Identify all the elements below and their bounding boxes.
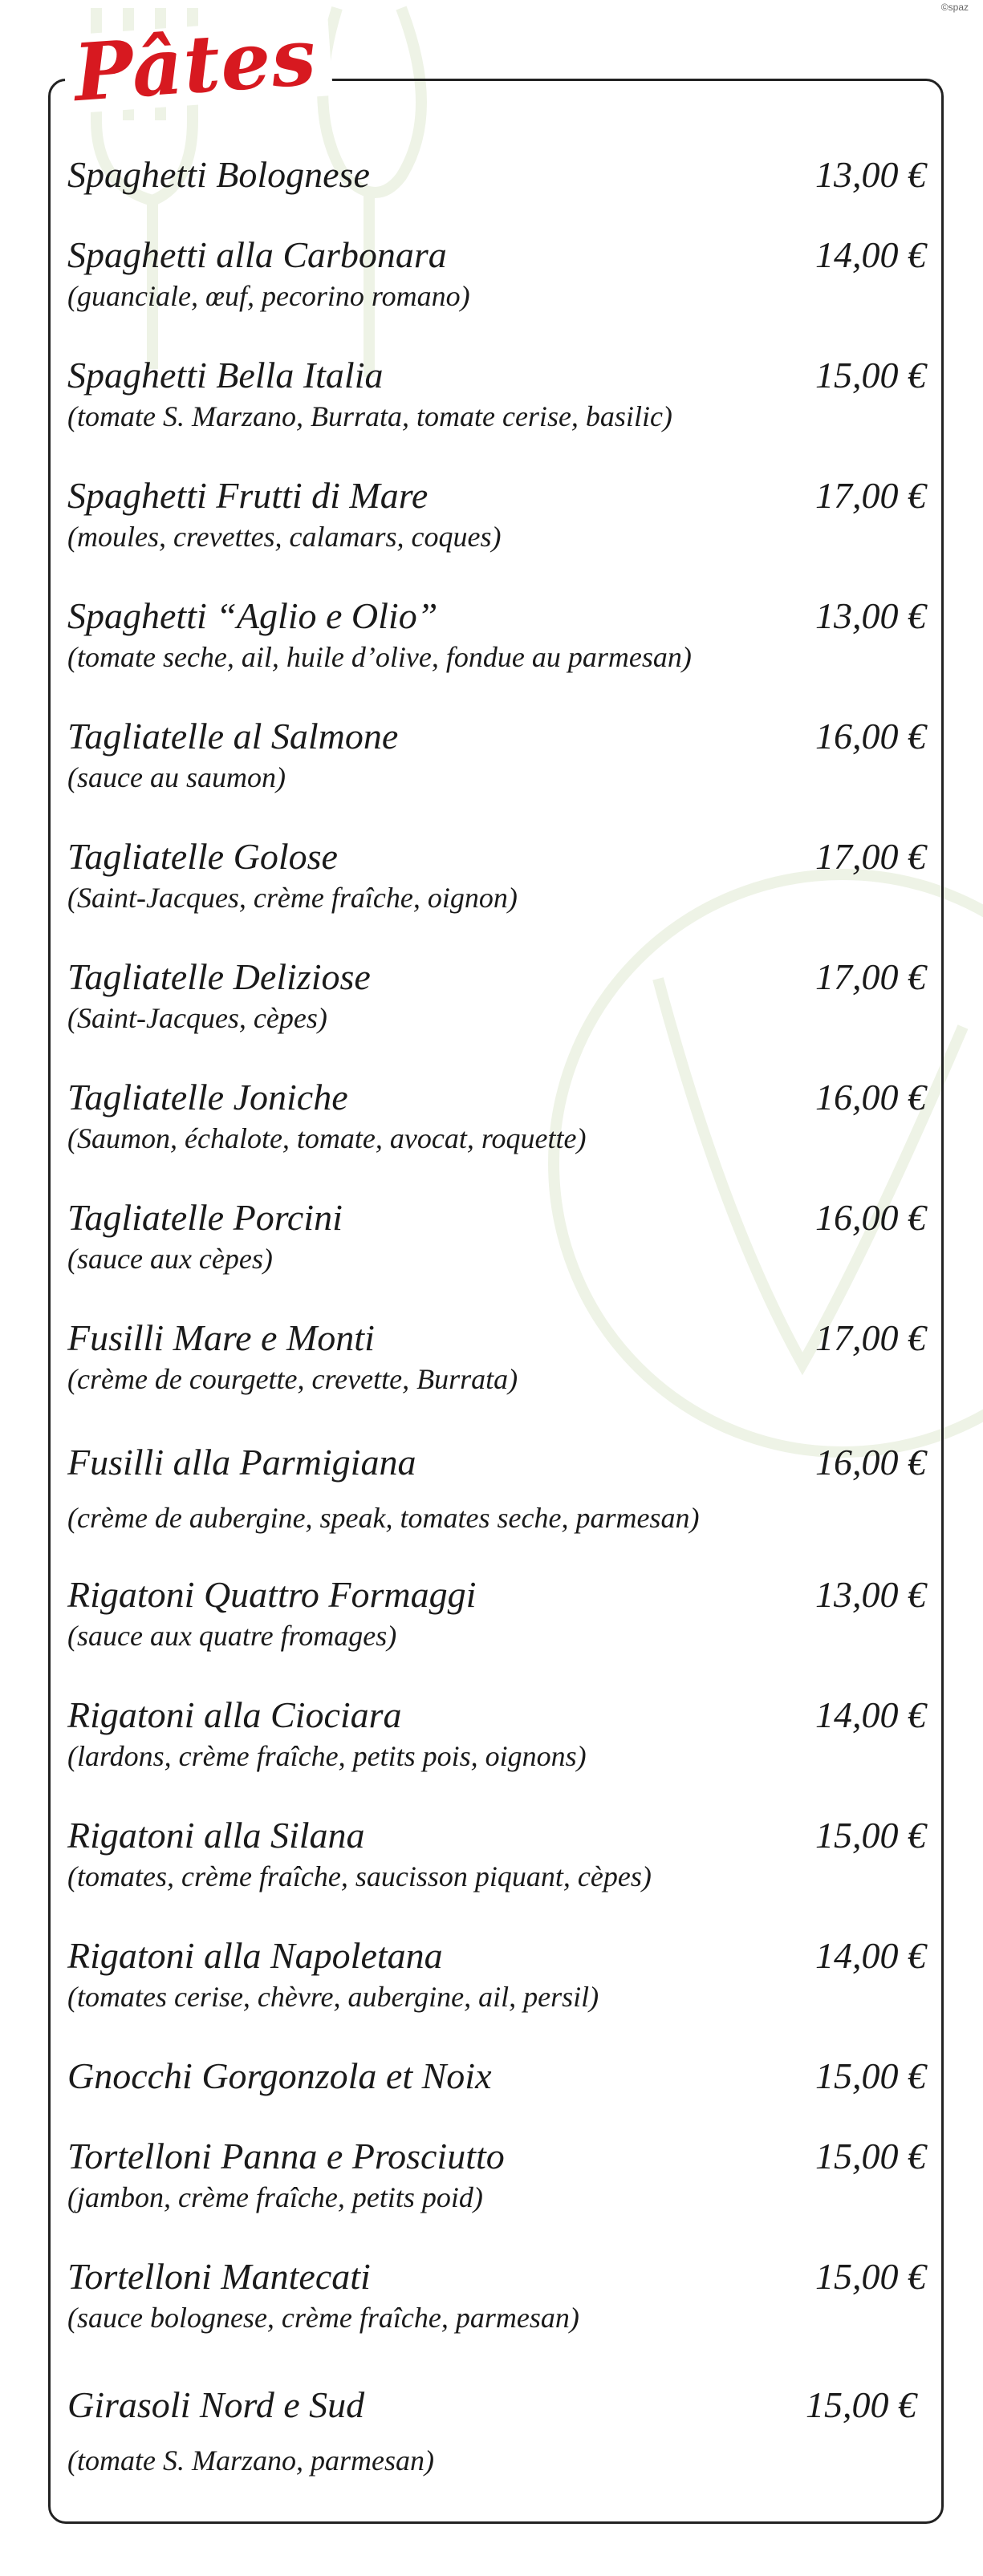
item-name: Rigatoni alla Silana	[67, 1815, 365, 1856]
item-description: (tomate S. Marzano, parmesan)	[67, 2444, 434, 2477]
menu-item	[67, 2135, 926, 2215]
menu-item	[67, 1076, 926, 1156]
menu-item	[67, 715, 926, 795]
item-price: 15,00 €	[815, 2055, 926, 2096]
menu-item	[67, 835, 926, 915]
menu-item	[67, 233, 926, 314]
item-price: 15,00 €	[815, 2136, 926, 2176]
menu-item	[67, 2055, 926, 2098]
item-name: Spaghetti Bella Italia	[67, 355, 384, 396]
item-name: Spaghetti alla Carbonara	[67, 234, 447, 275]
item-name: Fusilli Mare e Monti	[67, 1317, 375, 1358]
item-name: Spaghetti Bolognese	[67, 154, 370, 195]
item-name: Spaghetti “Aglio e Olio”	[67, 595, 438, 636]
item-price: 16,00 €	[815, 1442, 926, 1483]
item-name: Rigatoni Quattro Formaggi	[67, 1574, 477, 1615]
item-price: 16,00 €	[815, 1197, 926, 1238]
item-price: 14,00 €	[815, 1694, 926, 1735]
item-description: (moules, crevettes, calamars, coques)	[67, 521, 502, 553]
menu-item	[67, 1316, 926, 1397]
item-description: (tomate S. Marzano, Burrata, tomate cerise, basilic)	[67, 400, 672, 432]
item-description: (Saint-Jacques, cèpes)	[67, 1002, 327, 1034]
item-description: (jambon, crème fraîche, petits poid)	[67, 2181, 483, 2213]
menu-item	[67, 1441, 926, 1535]
item-description: (tomates cerise, chèvre, aubergine, ail, persil)	[67, 1981, 599, 2013]
item-name: Gnocchi Gorgonzola et Noix	[67, 2055, 492, 2096]
item-name: Spaghetti Frutti di Mare	[67, 475, 429, 516]
item-description: (sauce aux cèpes)	[67, 1243, 273, 1275]
item-name: Tagliatelle Joniche	[67, 1077, 348, 1118]
item-price: 17,00 €	[815, 475, 926, 516]
item-name: Tagliatelle Deliziose	[67, 956, 371, 997]
menu-item	[67, 1694, 926, 1774]
menu-item	[67, 955, 926, 1036]
item-price: 15,00 €	[815, 2256, 926, 2297]
page-title: Pâtes	[62, 17, 333, 114]
item-name: Rigatoni alla Napoletana	[67, 1935, 443, 1976]
item-description: (lardons, crème fraîche, petits pois, oignons)	[67, 1740, 587, 1772]
item-description: (guanciale, œuf, pecorino romano)	[67, 280, 470, 312]
item-name: Tortelloni Panna e Prosciutto	[67, 2136, 505, 2176]
item-price: 14,00 €	[815, 1935, 926, 1976]
item-price: 16,00 €	[815, 1077, 926, 1118]
menu-item	[67, 1814, 926, 1894]
item-name: Rigatoni alla Ciociara	[67, 1694, 402, 1735]
item-price: 15,00 €	[815, 1815, 926, 1856]
menu-item	[67, 153, 926, 197]
menu-item	[67, 1934, 926, 2014]
menu-item	[67, 594, 926, 675]
item-description: (sauce au saumon)	[67, 761, 286, 793]
menu-item	[67, 1196, 926, 1276]
item-price: 13,00 €	[815, 1574, 926, 1615]
item-price: 17,00 €	[815, 956, 926, 997]
item-price: 15,00 €	[815, 355, 926, 396]
item-name: Fusilli alla Parmigiana	[67, 1442, 416, 1483]
item-name: Tagliatelle Porcini	[67, 1197, 343, 1238]
menu-item	[67, 1573, 926, 1653]
item-description: (crème de courgette, crevette, Burrata)	[67, 1363, 518, 1395]
menu-item	[67, 354, 926, 434]
item-price: 13,00 €	[815, 595, 926, 636]
menu-item	[67, 474, 926, 554]
item-price: 17,00 €	[815, 1317, 926, 1358]
menu-item	[67, 2383, 926, 2478]
item-price: 14,00 €	[815, 234, 926, 275]
item-description: (sauce bolognese, crème fraîche, parmesan)	[67, 2302, 579, 2334]
menu-item	[67, 2255, 926, 2335]
item-description: (Saint-Jacques, crème fraîche, oignon)	[67, 882, 518, 914]
item-price: 13,00 €	[815, 154, 926, 195]
item-description: (crème de aubergine, speak, tomates seche, parmesan)	[67, 1502, 700, 1534]
item-description: (tomate seche, ail, huile d’olive, fondue au parmesan)	[67, 641, 692, 673]
item-description: (sauce aux quatre fromages)	[67, 1620, 397, 1652]
item-price: 17,00 €	[815, 836, 926, 877]
item-description: (tomates, crème fraîche, saucisson piquant, cèpes)	[67, 1860, 652, 1892]
corner-text: ©spaz	[940, 2, 969, 13]
item-name: Tortelloni Mantecati	[67, 2256, 371, 2297]
item-name: Girasoli Nord e Sud	[67, 2384, 365, 2425]
item-price: 15,00 €	[806, 2384, 916, 2425]
item-description: (Saumon, échalote, tomate, avocat, roquette)	[67, 1122, 587, 1154]
item-price: 16,00 €	[815, 716, 926, 757]
item-name: Tagliatelle al Salmone	[67, 716, 399, 757]
item-name: Tagliatelle Golose	[67, 836, 338, 877]
